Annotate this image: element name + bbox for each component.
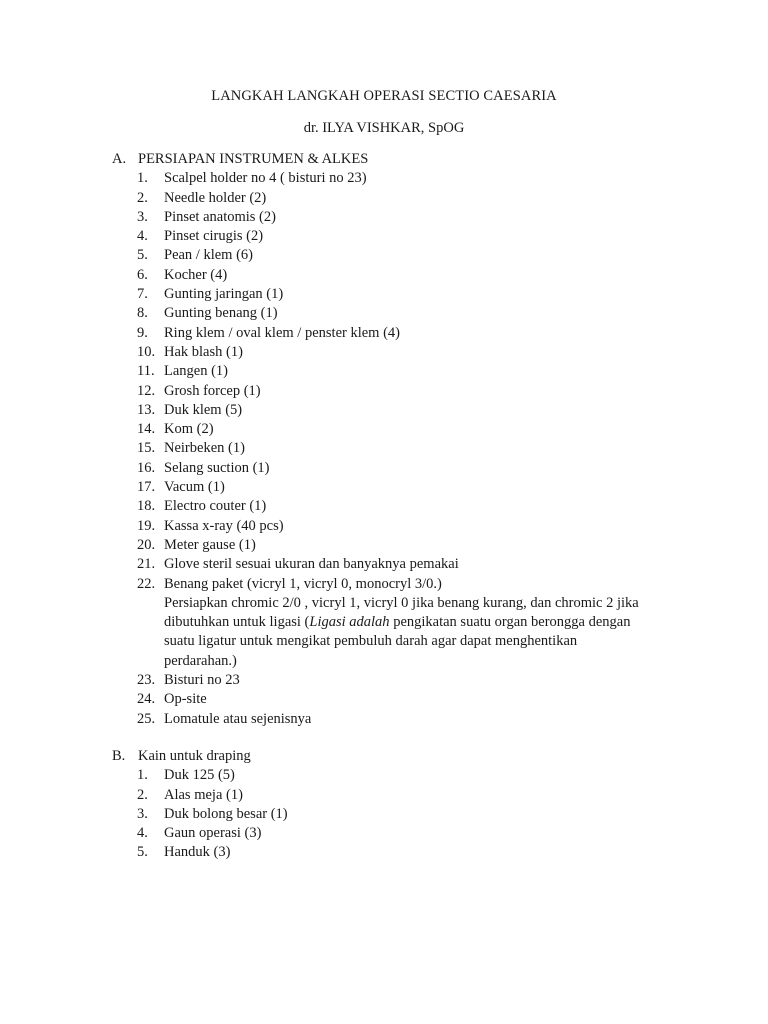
section-a-heading [112,150,712,169]
item-text: Bisturi no 23 [164,672,240,689]
item-number: 7. [137,286,148,303]
list-item [112,362,712,381]
item-number: 22. [137,575,156,592]
item-number: 12. [137,382,156,399]
note-italic-text: Ligasi adalah [309,614,390,631]
list-item [112,304,712,323]
item-text: Alas meja (1) [164,786,243,803]
item-text: Hak blash (1) [164,343,243,360]
item-number: 14. [137,421,156,438]
item-text: Lomatule atau sejenisnya [164,710,312,727]
section-b-heading [112,747,712,766]
section-title: PERSIAPAN INSTRUMEN & ALKES [138,151,369,167]
item-number: 3. [137,805,148,822]
item-text: Duk 125 (5) [164,767,235,784]
item-number: 21. [137,556,156,573]
item-text: Pinset cirugis (2) [164,228,264,245]
list-item [112,189,712,208]
item-text: Langen (1) [164,363,229,380]
section-letter: A. [112,151,127,167]
note-line: suatu ligatur untuk mengikat pembuluh darah agar dapat menghentikan [164,633,578,650]
item-text: Handuk (3) [164,844,231,861]
item-number: 17. [137,479,156,496]
document-author: dr. ILYA VISHKAR, SpOG [303,120,465,136]
item-text: Op-site [164,691,207,708]
item-number: 1. [137,767,148,784]
item-number: 10. [137,343,156,360]
list-item [112,555,712,574]
item-text: Pean / klem (6) [164,247,253,264]
item-number: 16. [137,459,156,476]
item-text: Duk bolong besar (1) [164,805,288,822]
list-item [112,575,712,594]
section-letter: B. [112,748,126,764]
item-text: Glove steril sesuai ukuran dan banyaknya pemakai [164,556,459,573]
item-number: 15. [137,440,156,457]
item-note [112,594,664,671]
item-number: 24. [137,691,156,708]
section-title: Kain untuk draping [138,748,251,764]
item-number: 2. [137,189,148,206]
list-item [112,382,712,401]
item-text: Benang paket (vicryl 1, vicryl 0, monocryl 3/0.) [164,575,442,592]
item-number: 4. [137,825,148,842]
item-text: Meter gause (1) [164,536,256,553]
note-line: perdarahan.) [164,652,237,669]
list-item [112,266,712,285]
section-a [112,150,712,729]
list-item [112,478,712,497]
item-number: 18. [137,498,156,515]
note-text: dibutuhkan untuk ligasi ( [164,614,310,631]
item-number: 6. [137,266,148,283]
note-text: pengikatan suatu organ berongga dengan [389,614,631,631]
item-number: 19. [137,517,156,534]
list-item [112,517,712,536]
list-item [112,324,712,343]
item-number: 13. [137,401,156,418]
list-item [112,459,712,478]
list-item [112,497,712,516]
note-line [164,613,664,632]
item-text: Grosh forcep (1) [164,382,261,399]
list-item [112,536,712,555]
section-b [112,747,712,863]
list-item [112,843,712,862]
item-text: Needle holder (2) [164,189,267,206]
list-item [112,169,712,188]
list-item [112,824,712,843]
item-text: Scalpel holder no 4 ( bisturi no 23) [164,170,367,187]
item-text: Kassa x-ray (40 pcs) [164,517,284,534]
list-item [112,343,712,362]
list-item [112,401,712,420]
item-text: Ring klem / oval klem / penster klem (4) [164,324,400,341]
item-number: 11. [137,363,155,380]
list-item [112,420,712,439]
item-number: 23. [137,672,156,689]
item-number: 4. [137,228,148,245]
item-text: Duk klem (5) [164,401,243,418]
item-number: 2. [137,786,148,803]
document-title: LANGKAH LANGKAH OPERASI SECTIO CAESARIA [211,88,557,104]
item-number: 20. [137,536,156,553]
item-text: Kom (2) [164,421,214,438]
list-item [112,766,712,785]
item-number: 25. [137,710,156,727]
list-item [112,805,712,824]
list-item [112,710,712,729]
item-number: 1. [137,170,148,187]
item-number: 9. [137,324,148,341]
list-item [112,439,712,458]
item-number: 3. [137,208,148,225]
item-text: Gunting benang (1) [164,305,278,322]
list-item [112,246,712,265]
item-text: Pinset anatomis (2) [164,208,276,225]
item-text: Selang suction (1) [164,459,270,476]
list-item [112,671,712,690]
item-number: 5. [137,844,148,861]
list-item [112,208,712,227]
item-text: Electro couter (1) [164,498,267,515]
list-item [112,690,712,709]
item-number: 5. [137,247,148,264]
list-item [112,227,712,246]
item-text: Gunting jaringan (1) [164,286,284,303]
item-text: Gaun operasi (3) [164,825,262,842]
note-line: Persiapkan chromic 2/0 , vicryl 1, vicryl 0 jika benang kurang, dan chromic 2 jika [164,594,639,611]
item-number: 8. [137,305,148,322]
list-item [112,786,712,805]
list-item [112,285,712,304]
item-text: Vacum (1) [164,479,225,496]
item-text: Neirbeken (1) [164,440,245,457]
item-text: Kocher (4) [164,266,228,283]
